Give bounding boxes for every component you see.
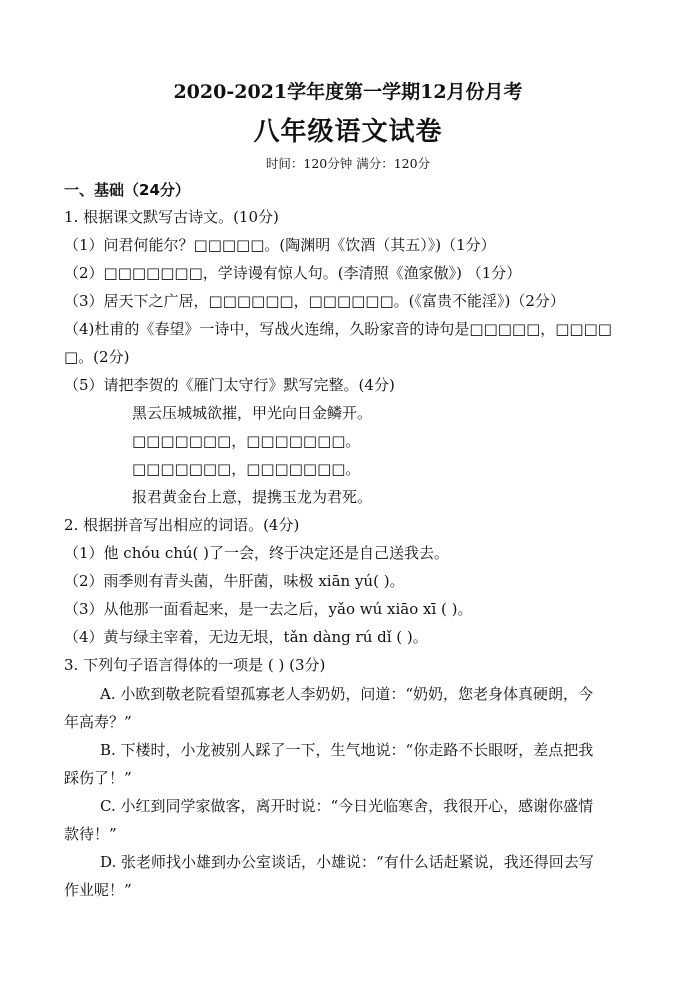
question-2-item-4: （4）黄与绿主宰着，无边无垠，tǎn dàng rú dǐ ( )。 — [64, 628, 428, 646]
question-3-stem: 3. 下列句子语言得体的一项是 ( ) (3分) — [64, 656, 326, 674]
question-3-option-c-cont: 款待！” — [64, 825, 117, 843]
question-2-item-1: （1）他 chóu chú( )了一会，终于决定还是自己送我去。 — [64, 544, 450, 562]
poem-line-3: □□□□□□□，□□□□□□□。 — [132, 460, 361, 478]
question-1-item-5: （5）请把李贺的《雁门太守行》默写完整。(4分) — [64, 376, 395, 394]
question-3-option-a-cont: 年高寿？” — [64, 713, 132, 731]
question-2-item-3: （3）从他那一面看起来，是一去之后，yǎo wú xiāo xī ( )。 — [64, 600, 473, 618]
poem-line-1: 黑云压城城欲摧，甲光向日金鳞开。 — [132, 404, 373, 422]
exam-meta: 时间：120分钟 满分：120分 — [265, 156, 431, 171]
question-1-item-1: （1）问君何能尔？□□□□□。(陶渊明《饮酒（其五）》)（1分） — [64, 236, 496, 254]
question-3-option-d-cont: 作业呢！” — [64, 881, 132, 899]
section-heading: 一、基础（24分） — [64, 181, 190, 199]
question-2-item-2: （2）雨季则有青头菌，牛肝菌，味极 xiān yú( )。 — [64, 572, 405, 590]
question-3-option-b: B. 下楼时，小龙被别人踩了一下，生气地说：“你走路不长眼呀，差点把我 — [100, 741, 594, 759]
term-title: 2020-2021学年度第一学期12月份月考 — [173, 81, 523, 103]
question-2-stem: 2. 根据拼音写出相应的词语。(4分) — [64, 516, 300, 534]
question-1-item-4-cont: □。(2分) — [64, 348, 130, 366]
question-1-item-2: （2）□□□□□□□，学诗谩有惊人句。(李清照《渔家傲》) （1分） — [64, 264, 522, 282]
question-1-item-3: （3）居天下之广居，□□□□□□，□□□□□□。(《富贵不能淫》)（2分） — [64, 292, 565, 310]
question-3-option-c: C. 小红到同学家做客，离开时说：“今日光临寒舍，我很开心，感谢你盛情 — [100, 797, 594, 815]
question-3-option-a: A. 小欧到敬老院看望孤寡老人李奶奶，问道：“奶奶，您老身体真硬朗，今 — [100, 685, 594, 703]
exam-title: 八年级语文试卷 — [253, 117, 443, 147]
poem-line-4: 报君黄金台上意，提携玉龙为君死。 — [132, 488, 373, 506]
poem-line-2: □□□□□□□，□□□□□□□。 — [132, 432, 361, 450]
question-3-option-b-cont: 踩伤了！” — [64, 769, 132, 787]
question-1-item-4: （4)杜甫的《春望》一诗中，写战火连绵，久盼家音的诗句是□□□□□，□□□□ — [64, 320, 612, 338]
question-1-stem: 1. 根据课文默写古诗文。(10分) — [64, 208, 279, 226]
question-3-option-d: D. 张老师找小雄到办公室谈话，小雄说：“有什么话赶紧说，我还得回去写 — [100, 853, 594, 871]
